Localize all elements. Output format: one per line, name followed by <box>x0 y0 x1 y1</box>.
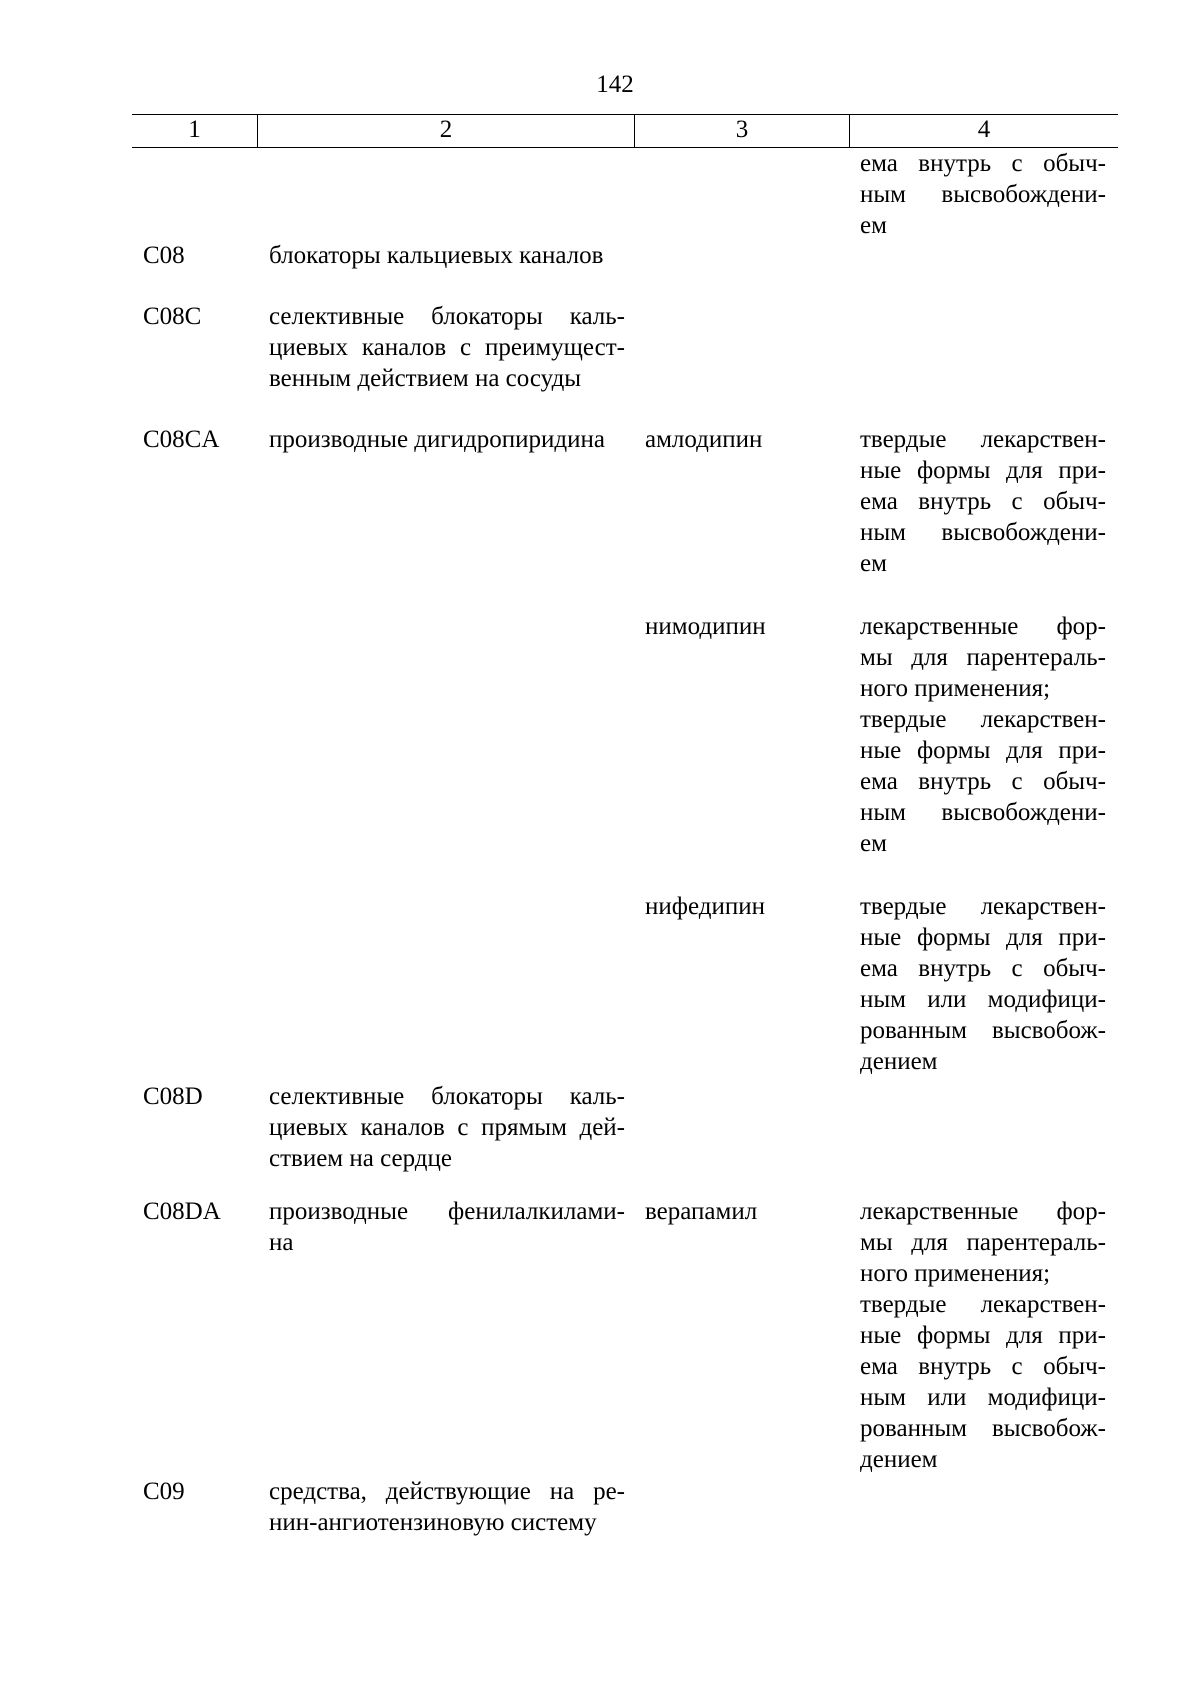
form-line: дением <box>860 1048 938 1075</box>
form-line: лекарственные фор- <box>860 613 1106 640</box>
form-line: ем <box>860 550 887 577</box>
table-column-header <box>132 114 1118 148</box>
form-line: лекарственные фор- <box>860 1198 1106 1225</box>
dosage-form <box>860 891 1106 1077</box>
name-line: селективные блокаторы каль- <box>269 1083 625 1110</box>
page-number: 142 <box>596 71 634 98</box>
form-line: ные формы для при- <box>860 1322 1106 1349</box>
drug-name: нифедипин <box>645 893 765 920</box>
group-name <box>269 1081 625 1174</box>
form-line: твердые лекарствен- <box>860 893 1106 920</box>
group-name <box>269 424 625 455</box>
continuation-form-text <box>860 148 1106 241</box>
form-line: мы для парентераль- <box>860 644 1106 671</box>
name-line: циевых каналов с прямым дей- <box>269 1114 625 1141</box>
form-line: ные формы для при- <box>860 457 1106 484</box>
form-line: ема внутрь с обыч- <box>860 768 1106 795</box>
name-line: циевых каналов с преимущест- <box>269 334 625 361</box>
form-line: ные формы для при- <box>860 737 1106 764</box>
form-line: дением <box>860 1446 938 1473</box>
atc-code: C09 <box>143 1478 185 1505</box>
form-line: ем <box>860 830 887 857</box>
atc-code: C08D <box>143 1083 203 1110</box>
form-line: ным или модифици- <box>860 986 1106 1013</box>
form-line: твердые лекарствен- <box>860 1291 1106 1318</box>
form-line: ным высвобождени- <box>860 799 1106 826</box>
dosage-form <box>860 1196 1106 1475</box>
atc-code: C08C <box>143 303 202 330</box>
form-line: твердые лекарствен- <box>860 706 1106 733</box>
form-line: ного применения; <box>860 1260 1051 1287</box>
column-number-1: 1 <box>188 116 201 143</box>
form-line: ные формы для при- <box>860 924 1106 951</box>
name-line: средства, действующие на ре- <box>269 1478 625 1505</box>
form-line: ным или модифици- <box>860 1384 1106 1411</box>
form-line: ема внутрь с обыч- <box>860 955 1106 982</box>
drug-name: амлодипин <box>645 426 763 453</box>
form-line: ного применения; <box>860 675 1051 702</box>
form-line: рованным высвобож- <box>860 1415 1106 1442</box>
name-line: производные дигидропиридина <box>269 426 605 453</box>
dosage-form <box>860 611 1106 859</box>
form-line: ным высвобождени- <box>860 181 1106 208</box>
form-line: ема внутрь с обыч- <box>860 488 1106 515</box>
name-line: блокаторы кальциевых каналов <box>269 242 604 269</box>
column-number-3: 3 <box>634 115 849 147</box>
name-line: венным действием на сосуды <box>269 365 582 392</box>
column-number-2: 2 <box>257 115 634 147</box>
form-line: твердые лекарствен- <box>860 426 1106 453</box>
name-line: производные фенилалкилами- <box>269 1198 625 1225</box>
drug-name: верапамил <box>645 1198 758 1225</box>
group-name <box>269 240 625 271</box>
group-name <box>269 301 625 394</box>
form-line: ема внутрь с обыч- <box>860 150 1106 177</box>
group-name <box>269 1476 625 1538</box>
form-line: ема внутрь с обыч- <box>860 1353 1106 1380</box>
atc-code: C08CA <box>143 426 220 453</box>
name-line: на <box>269 1229 294 1256</box>
atc-code: C08 <box>143 242 185 269</box>
form-line: ем <box>860 212 887 239</box>
drug-name: нимодипин <box>645 613 766 640</box>
group-name <box>269 1196 625 1258</box>
name-line: селективные блокаторы каль- <box>269 303 625 330</box>
column-number-4: 4 <box>849 115 1118 147</box>
dosage-form <box>860 424 1106 579</box>
name-line: ствием на сердце <box>269 1145 452 1172</box>
atc-code: C08DA <box>143 1198 221 1225</box>
form-line: мы для парентераль- <box>860 1229 1106 1256</box>
name-line: нин-ангиотензиновую систему <box>269 1509 597 1536</box>
form-line: ным высвобождени- <box>860 519 1106 546</box>
form-line: рованным высвобож- <box>860 1017 1106 1044</box>
